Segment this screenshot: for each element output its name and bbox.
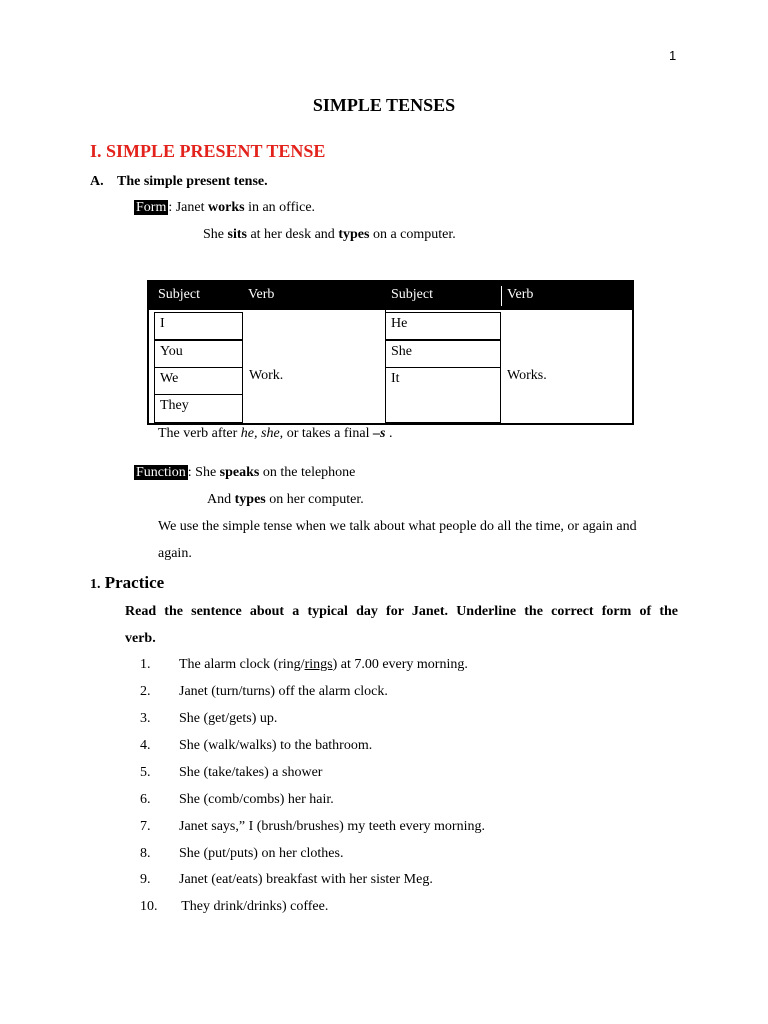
- section-title: I. SIMPLE PRESENT TENSE: [90, 141, 326, 161]
- header-divider: [501, 286, 502, 306]
- header-subject-1: Subject: [158, 287, 200, 302]
- list-item: [140, 872, 433, 888]
- form-bold-works: works: [208, 200, 245, 215]
- form2-post: on a computer.: [369, 227, 456, 242]
- function-sep: : She: [187, 465, 220, 480]
- note-pre: The verb after: [158, 426, 241, 441]
- function-paragraph-line-2: again.: [158, 546, 192, 561]
- item-number: 4.: [140, 738, 151, 753]
- list-item: [140, 711, 277, 727]
- list-item: [140, 765, 322, 781]
- page-number: 1: [669, 48, 677, 63]
- item-text-pre: The alarm clock (ring/: [179, 657, 305, 672]
- function-label: Function: [136, 465, 186, 480]
- item-text: She (get/gets) up.: [179, 711, 278, 726]
- note-suffix: –s: [372, 426, 386, 441]
- function2-pre: And: [207, 492, 235, 507]
- subsection-letter: A.: [90, 174, 104, 189]
- item-text: Janet says,” I (brush/brushes) my teeth every morning.: [179, 819, 485, 834]
- subsection-heading: [90, 174, 268, 190]
- form-label: Form: [136, 200, 167, 215]
- header-verb-2: Verb: [507, 287, 534, 302]
- note-post: .: [385, 426, 393, 441]
- form-line-2: [203, 227, 456, 243]
- function-bold-speaks: speaks: [219, 465, 260, 480]
- form-sep: : Janet: [168, 200, 208, 215]
- table-cell-subject: You: [154, 340, 243, 368]
- item-text: Janet (eat/eats) breakfast with her sister Meg.: [179, 872, 433, 887]
- item-number: 2.: [140, 684, 151, 699]
- table-cell-subject: We: [154, 367, 243, 395]
- item-text: She (walk/walks) to the bathroom.: [179, 738, 373, 753]
- item-number: 3.: [140, 711, 151, 726]
- list-item: [140, 846, 343, 862]
- function2-post: on her computer.: [265, 492, 364, 507]
- subsection-title: The simple present tense.: [117, 174, 268, 189]
- list-item: [140, 738, 372, 754]
- list-item: [140, 792, 334, 808]
- form-line: [134, 200, 315, 216]
- item-number: 7.: [140, 819, 151, 834]
- practice-number: 1.: [90, 577, 101, 592]
- table-cell-verb: Work.: [249, 368, 284, 383]
- function2-bold-types: types: [234, 492, 266, 507]
- table-note: [158, 426, 392, 442]
- function-line: [134, 465, 355, 481]
- item-text: She (put/puts) on her clothes.: [179, 846, 344, 861]
- item-text: They drink/drinks) coffee.: [178, 899, 329, 914]
- item-number: 1.: [140, 657, 151, 672]
- practice-title: Practice: [104, 573, 165, 592]
- item-number: 10.: [140, 899, 158, 914]
- practice-instruction-2: verb.: [125, 631, 156, 646]
- function-paragraph-line-1: We use the simple tense when we talk about what people do all the time, or again and: [158, 519, 637, 534]
- item-text-post: ) at 7.00 every morning.: [332, 657, 468, 672]
- item-text: She (take/takes) a shower: [179, 765, 323, 780]
- list-item: [140, 657, 468, 673]
- function-rest: on the telephone: [259, 465, 356, 480]
- item-number: 5.: [140, 765, 151, 780]
- form2-mid: at her desk and: [246, 227, 339, 242]
- practice-instruction-1: Read the sentence about a typical day for Janet. Underline the correct form of the: [125, 604, 678, 619]
- table-header-row: [149, 282, 632, 310]
- note-italic: he, she,: [240, 426, 284, 441]
- item-text: Janet (turn/turns) off the alarm clock.: [179, 684, 388, 699]
- document-title: SIMPLE TENSES: [312, 95, 456, 115]
- list-item: [140, 819, 485, 835]
- function-line-2: [207, 492, 364, 508]
- list-item: [140, 899, 328, 915]
- list-item: [140, 684, 388, 700]
- table-cell-subject: She: [385, 340, 501, 368]
- table-cell-verb: Works.: [507, 368, 547, 383]
- form2-bold-sits: sits: [227, 227, 247, 242]
- form2-pre: She: [203, 227, 228, 242]
- conjugation-table: [147, 280, 634, 425]
- table-cell-subject: They: [154, 394, 243, 423]
- form2-bold-types: types: [338, 227, 370, 242]
- table-cell-subject: He: [385, 312, 501, 340]
- header-subject-2: Subject: [391, 287, 433, 302]
- note-mid: or takes a final: [283, 426, 373, 441]
- table-cell-subject: I: [154, 312, 243, 340]
- item-number: 9.: [140, 872, 151, 887]
- item-number: 6.: [140, 792, 151, 807]
- item-number: 8.: [140, 846, 151, 861]
- form-rest: in an office.: [244, 200, 316, 215]
- practice-heading: [90, 573, 164, 593]
- item-text: She (comb/combs) her hair.: [179, 792, 334, 807]
- item-underlined: rings: [304, 657, 333, 672]
- header-verb-1: Verb: [248, 287, 275, 302]
- table-cell-subject: It: [385, 367, 501, 423]
